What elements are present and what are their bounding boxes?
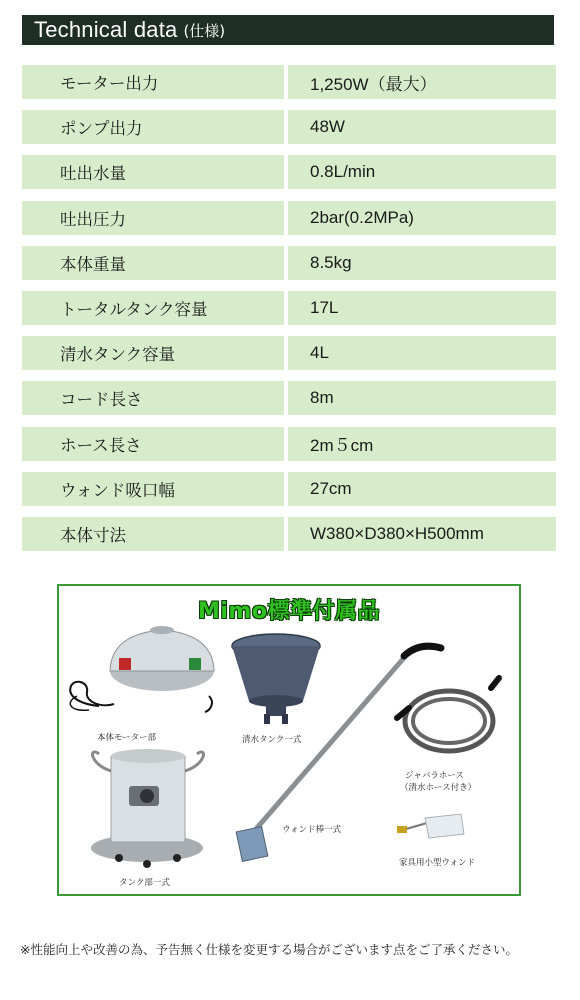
caption-clean-tank: 清水タンク一式 [242,735,302,745]
spec-label: トータルタンク容量 [22,291,284,325]
spec-label: ウォンド吸口幅 [22,472,284,506]
spec-value: 1,250W（最大） [288,65,556,99]
header-subtitle: (仕様) [183,21,226,40]
spec-value: 2m５cm [288,427,556,461]
spec-row [22,110,556,144]
spec-label: ポンプ出力 [22,110,284,144]
spec-label: 吐出水量 [22,155,284,189]
spec-label: 吐出圧力 [22,201,284,235]
spec-row [22,517,556,551]
caption-tank: タンク部一式 [119,878,170,888]
caption-small-wand: 家具用小型ウォンド [399,858,476,868]
clean-water-tank-image [232,634,320,724]
header-title: Technical data [34,17,178,42]
spec-value: 4L [288,336,556,370]
spec-row [22,381,556,415]
spec-row [22,201,556,235]
spec-value: 48W [288,110,556,144]
caption-motor: 本体モーター部 [97,733,157,743]
spec-label: コード長さ [22,381,284,415]
spec-label: モーター出力 [22,65,284,99]
spec-label: 本体寸法 [22,517,284,551]
accessories-title: Mimo標準付属品 [198,599,380,624]
spec-label: 本体重量 [22,246,284,280]
spec-label: ホース長さ [22,427,284,461]
caption-hose-line1: ジャバラホース [405,771,464,781]
spec-value: 8m [288,381,556,415]
spec-row [22,291,556,325]
tank-unit-image [91,749,203,868]
spec-row [22,155,556,189]
accessories-panel [57,584,521,896]
spec-value: 8.5kg [288,246,556,280]
spec-table [22,65,556,562]
spec-value: 0.8L/min [288,155,556,189]
spec-row [22,336,556,370]
footnote: ※性能向上や改善の為、予告無く仕様を変更する場合がございます点をご了承ください。 [20,942,518,957]
spec-label: 清水タンク容量 [22,336,284,370]
spec-value: 17L [288,291,556,325]
motor-unit-image [70,626,214,712]
spec-row [22,472,556,506]
spec-value: 27cm [288,472,556,506]
spec-value: W380×D380×H500mm [288,517,556,551]
caption-hose-line2: （清水ホース付き） [400,783,477,793]
spec-row [22,246,556,280]
spec-row [22,65,556,99]
section-header [22,15,554,45]
hose-image [397,678,499,751]
caption-wand: ウォンド棒一式 [282,825,342,835]
spec-row [22,427,556,461]
spec-value: 2bar(0.2MPa) [288,201,556,235]
small-wand-image [397,814,464,838]
